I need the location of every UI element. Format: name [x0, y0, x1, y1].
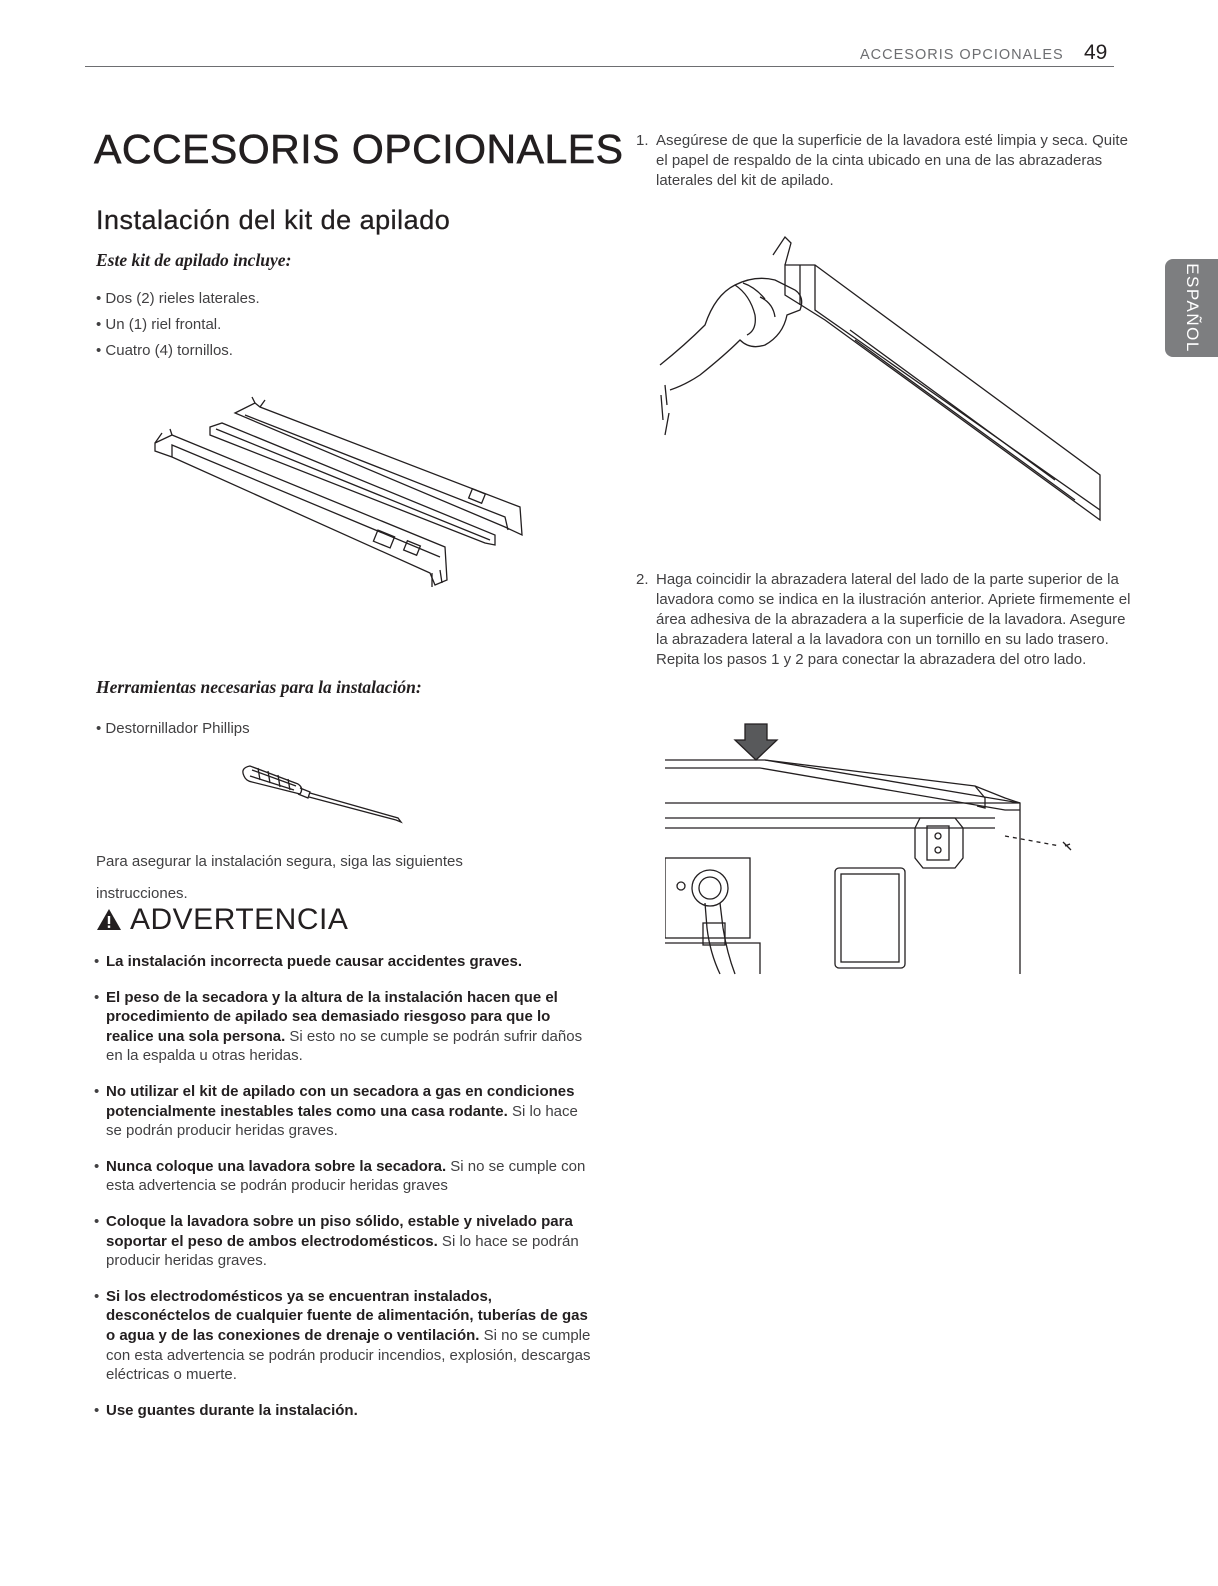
language-tab	[1165, 259, 1218, 357]
running-header-section: ACCESORIS OPCIONALES	[860, 47, 1064, 63]
hand-bracket-illustration	[655, 235, 1105, 530]
stacking-kit-rails-illustration	[150, 395, 530, 595]
kit-contents-heading: Este kit de apilado incluye:	[96, 250, 292, 270]
warning-item-text: Si lo hace se podrán producir heridas graves.	[106, 1232, 579, 1270]
warning-item-bold: Nunca coloque una lavadora sobre la secadora.	[106, 1157, 447, 1175]
screwdriver-illustration	[238, 762, 408, 824]
step-text: Haga coincidir la abrazadera lateral del lado de la parte superior de la lavadora como se indica en la ilustración anterior. Apriete firmemente el área adhesiva de la abrazadera a la superficie de la lavadora. Asegure la abrazadera lateral a la lavadora con un tornillo en su lado trasero. Repita los pasos 1 y 2 para conectar la abrazadera del otro lado.	[656, 571, 1131, 668]
warning-item	[92, 952, 597, 972]
intro-paragraph: Para asegurar la instalación segura, siga las siguientes instrucciones.	[96, 853, 463, 902]
section-title: Instalación del kit de apilado	[96, 205, 451, 235]
list-item: • Cuatro (4) tornillos.	[96, 342, 233, 359]
warning-item-bold: La instalación incorrecta puede causar accidentes graves.	[106, 953, 523, 970]
warning-item-text: Si lo hace se podrán producir heridas graves.	[106, 1102, 578, 1140]
warning-item-text: Si no se cumple con esta advertencia se podrán producir heridas graves	[106, 1157, 586, 1195]
warning-item-text: Si no se cumple con esta advertencia se podrán producir incendios, explosión, descargas eléctricas o muerte.	[106, 1326, 591, 1384]
warning-item-bold: Coloque la lavadora sobre un piso sólido, estable y nivelado para soportar el peso de ambos electrodomésticos.	[106, 1212, 573, 1250]
warning-item	[92, 1082, 597, 1141]
list-item: • Dos (2) rieles laterales.	[96, 290, 260, 307]
warning-item-bold: Use guantes durante la instalación.	[106, 1401, 358, 1419]
tools-heading: Herramientas necesarias para la instalación:	[96, 677, 422, 697]
warning-list	[92, 952, 597, 1436]
language-tab-label: ESPAÑOL	[1182, 263, 1202, 353]
step-2	[636, 570, 1141, 670]
step-1	[636, 131, 1141, 191]
step-number: 2.	[636, 571, 649, 588]
page-number: 49	[1084, 41, 1108, 64]
warning-heading	[96, 903, 348, 937]
warning-item-bold: El peso de la secadora y la altura de la instalación hacen que el procedimiento de apilado sea demasiado riesgoso para que lo realice una sola persona.	[106, 988, 558, 1045]
warning-item	[92, 1157, 597, 1196]
washer-bracket-illustration	[665, 718, 1095, 988]
warning-item	[92, 1212, 597, 1271]
warning-title: ADVERTENCIA	[130, 903, 349, 936]
warning-triangle-icon	[96, 908, 122, 931]
warning-item-bold: No utilizar el kit de apilado con un secadora a gas en condiciones potencialmente inestables tales como una casa rodante.	[106, 1082, 575, 1120]
warning-item	[92, 1401, 597, 1421]
tools-item: • Destornillador Phillips	[96, 720, 250, 737]
warning-item	[92, 1287, 597, 1385]
warning-item-bold: Si los electrodomésticos ya se encuentran instalados, desconéctelos de cualquier fuente de alimentación, tuberías de gas o agua y de las conexiones de drenaje o ventilación.	[106, 1287, 588, 1344]
list-item: • Un (1) riel frontal.	[96, 316, 222, 333]
step-number: 1.	[636, 132, 649, 149]
kit-contents-list	[96, 286, 260, 364]
warning-item-text: Si esto no se cumple se podrán sufrir daños en la espalda u otras heridas.	[106, 1027, 583, 1065]
header-divider	[85, 66, 1114, 67]
page-title: ACCESORIS OPCIONALES	[94, 126, 624, 172]
step-text: Asegúrese de que la superficie de la lavadora esté limpia y seca. Quite el papel de respaldo de la cinta ubicado en una de las abrazaderas laterales del kit de apilado.	[656, 132, 1128, 189]
warning-item	[92, 988, 597, 1066]
